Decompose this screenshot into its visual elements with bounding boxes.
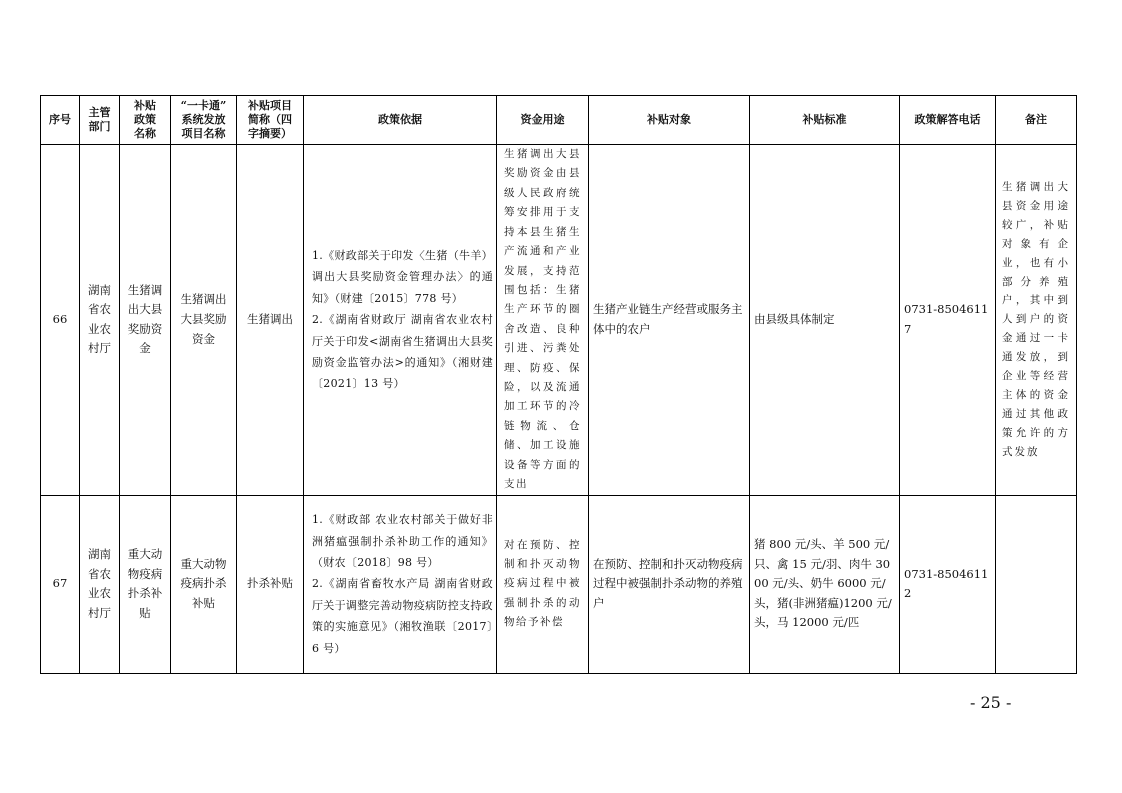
header-serial-number: 序号 <box>41 96 80 145</box>
header-policy-basis: 政策依据 <box>304 96 497 145</box>
cell-policy-name: 生猪调 出大县 奖励资 金 <box>120 145 171 496</box>
cell-system-item-name: 重大动物 疫病扑杀 补贴 <box>171 495 237 673</box>
cell-system-item-name: 生猪调出 大县奖励 资金 <box>171 145 237 496</box>
table-header-row <box>41 96 1077 145</box>
cell-serial-number: 66 <box>41 145 80 496</box>
subsidy-policy-table <box>40 95 1077 674</box>
cell-subsidy-standard: 由县级具体制定 <box>750 145 900 496</box>
header-fund-usage: 资金用途 <box>497 96 589 145</box>
cell-policy-name: 重大动 物疫病 扑杀补 贴 <box>120 495 171 673</box>
cell-serial-number: 67 <box>41 495 80 673</box>
cell-fund-usage: 对在预防、控制和扑灭动物疫病过程中被强制扑杀的动物给予补偿 <box>497 495 589 673</box>
table-row <box>41 495 1077 673</box>
cell-policy-basis: 1.《财政部关于印发〈生猪（牛羊）调出大县奖励资金管理办法〉的通知》（财建〔2015〕778 号） 2.《湖南省财政厅 湖南省农业农村厅关于印发<湖南省生猪调出大县奖励资金监管办法>的通知》（湘财建〔2021〕13 号） <box>304 145 497 496</box>
cell-remark: 生猪调出大县资金用途较广，补贴对象有企业，也有小部分养殖户，其中到人到户的资金通过一卡通发放，到企业等经营主体的资金通过其他政策允许的方式发放 <box>996 145 1077 496</box>
cell-subsidy-standard: 猪 800 元/头、羊 500 元/只、禽 15 元/羽、肉牛 3000 元/头、奶牛 6000 元/头，猪(非洲猪瘟)1200 元/头，马 12000 元/匹 <box>750 495 900 673</box>
header-policy-phone: 政策解答电话 <box>900 96 996 145</box>
header-remark: 备注 <box>996 96 1077 145</box>
cell-fund-usage: 生猪调出大县奖励资金由县级人民政府统筹安排用于支持本县生猪生产流通和产业发展，支持范围包括：生猪生产环节的圈舍改造、良种引进、污粪处理、防疫、保险，以及流通加工环节的冷链物流、仓储、加工设施设备等方面的支出 <box>497 145 589 496</box>
cell-department: 湖南 省农 业农 村厅 <box>80 145 120 496</box>
cell-remark <box>996 495 1077 673</box>
header-subsidy-standard: 补贴标准 <box>750 96 900 145</box>
cell-subsidy-target: 在预防、控制和扑灭动物疫病过程中被强制扑杀动物的养殖户 <box>589 495 750 673</box>
header-department: 主管 部门 <box>80 96 120 145</box>
page-number: - 25 - <box>970 693 1012 712</box>
cell-abbreviation: 扑杀补贴 <box>237 495 304 673</box>
cell-policy-phone: 0731-85046117 <box>900 145 996 496</box>
cell-policy-phone: 0731-85046112 <box>900 495 996 673</box>
header-system-item-name: “一卡通” 系统发放 项目名称 <box>171 96 237 145</box>
cell-subsidy-target: 生猪产业链生产经营或服务主体中的农户 <box>589 145 750 496</box>
cell-abbreviation: 生猪调出 <box>237 145 304 496</box>
cell-policy-basis: 1.《财政部 农业农村部关于做好非洲猪瘟强制扑杀补助工作的通知》（财农〔2018〕98 号） 2.《湖南省畜牧水产局 湖南省财政厅关于调整完善动物疫病防控支持政策的实施意见》（湘牧渔联〔2017〕6 号） <box>304 495 497 673</box>
header-subsidy-target: 补贴对象 <box>589 96 750 145</box>
header-policy-name: 补贴 政策 名称 <box>120 96 171 145</box>
header-abbreviation: 补贴项目 简称（四 字摘要） <box>237 96 304 145</box>
table-row <box>41 145 1077 496</box>
cell-department: 湖南 省农 业农 村厅 <box>80 495 120 673</box>
